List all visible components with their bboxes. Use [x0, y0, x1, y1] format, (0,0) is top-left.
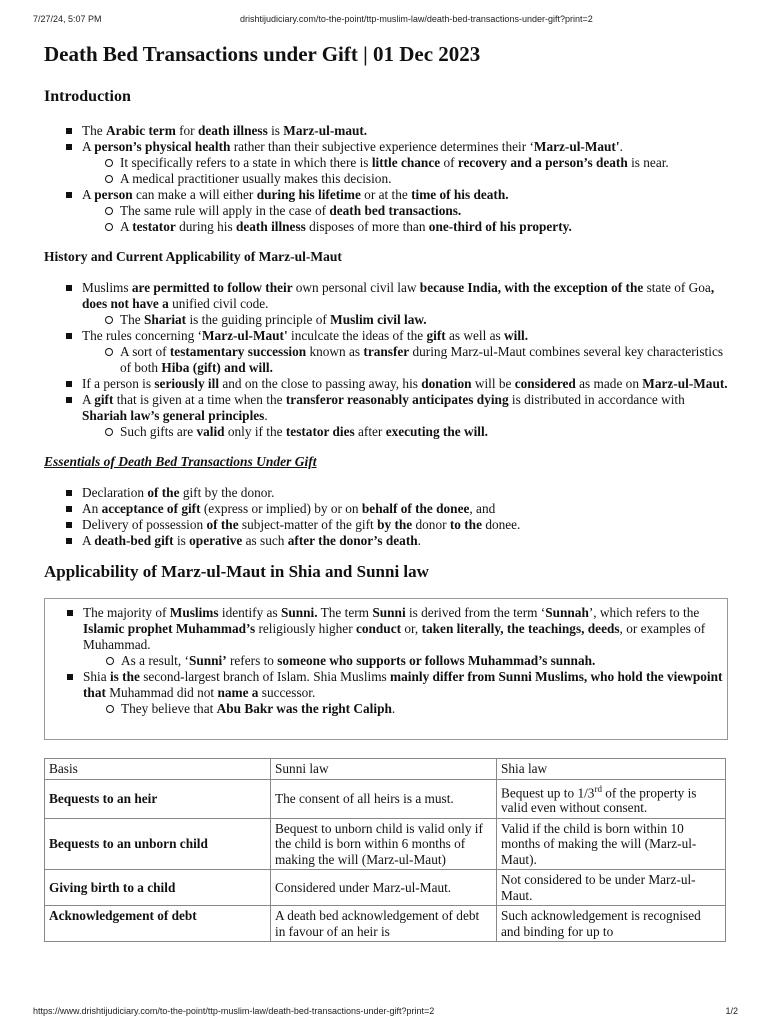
sub-list	[82, 344, 728, 376]
table-cell-basis: Giving birth to a child	[45, 870, 271, 906]
emphasis-text: will.	[504, 328, 529, 343]
emphasis-text: Marz-ul-Maut.	[642, 376, 728, 391]
emphasis-text: operative	[189, 533, 243, 548]
emphasis-text: after the donor’s death	[287, 533, 418, 548]
emphasis-text: Sunni	[372, 605, 406, 620]
emphasis-text: Sunnah	[545, 605, 589, 620]
table-cell-basis: Acknowledgement of debt	[45, 906, 271, 942]
sub-list	[83, 701, 727, 717]
emphasis-text: valid	[196, 424, 225, 439]
emphasis-text: of the	[144, 485, 183, 500]
sub-list	[82, 155, 728, 187]
section-heading-applicability: Applicability of Marz-ul-Maut in Shia and Sunni law	[44, 562, 429, 581]
sub-list	[82, 424, 728, 440]
sub-list-item: Such gifts are valid only if the testator dies after executing the will.	[120, 424, 728, 440]
table-cell-shia: Bequest up to 1/3rd of the property is valid even without consent.	[497, 779, 726, 818]
sub-list-item: A sort of testamentary succession known as transfer during Marz-ul-Maut combines several key characteristics of both Hiba (gift) and will.	[120, 344, 728, 376]
emphasis-text: Shariah law’s general principles	[82, 408, 265, 423]
table-cell-sunni: The consent of all heirs is a must.	[271, 779, 497, 818]
print-footer-url: https://www.drishtijudiciary.com/to-the-point/ttp-muslim-law/death-bed-transactions-under-gift?print=2	[33, 1006, 435, 1016]
emphasis-text: Marz-ul-maut.	[283, 123, 368, 138]
list-item: Declaration of the gift by the donor.	[82, 485, 728, 501]
table-row	[45, 779, 726, 818]
list-item: If a person is seriously ill and on the close to passing away, his donation will be considered as made on Marz-ul-Maut.	[82, 376, 728, 391]
list-item	[82, 280, 728, 328]
emphasis-text: Marz-ul-Maut'	[533, 139, 620, 154]
emphasis-text	[310, 669, 313, 684]
emphasis-text: seriously ill	[154, 376, 220, 391]
emphasis-text: death-bed gift	[94, 533, 174, 548]
list-item	[82, 392, 728, 440]
emphasis-text: mainly differ from Sunni Muslims, who hold the viewpoint that	[83, 669, 723, 700]
emphasis-text: are permitted to follow their	[128, 280, 296, 295]
table-cell-sunni: Considered under Marz-ul-Maut.	[271, 870, 497, 906]
list-item-text: A person can make a will either during his lifetime or at the time of his death.	[82, 187, 509, 202]
list-item-text: Muslims are permitted to follow their own personal civil law because India, with the exception of the state of Goa, does not have a unified civil code.	[82, 280, 715, 311]
applicability-box	[44, 598, 728, 740]
emphasis-text: taken literally, the teachings, deeds	[421, 621, 620, 636]
emphasis-text: behalf of the donee	[361, 501, 470, 516]
emphasis-text: testamentary succession	[169, 344, 307, 359]
list-item: The Arabic term for death illness is Marz-ul-maut.	[82, 123, 728, 139]
emphasis-text: acceptance of gift	[101, 501, 201, 516]
table-row	[45, 870, 726, 906]
sub-list-item: They believe that Abu Bakr was the right Caliph.	[121, 701, 727, 717]
sub-list-item: As a result, ‘Sunni’ refers to someone who supports or follows Muhammad’s sunnah.	[121, 653, 727, 669]
emphasis-text: transferor reasonably anticipates dying	[285, 392, 509, 407]
article	[44, 40, 728, 942]
emphasis-text: little chance	[371, 155, 441, 170]
emphasis-text: Islamic prophet Muhammad’s	[83, 621, 256, 636]
sub-list-item: It specifically refers to a state in which there is little chance of recovery and a person’s death is near.	[120, 155, 728, 171]
emphasis-text: gift	[426, 328, 446, 343]
section-heading-introduction: Introduction	[44, 88, 131, 105]
emphasis-text: time of his death.	[411, 187, 509, 202]
list-item: Delivery of possession of the subject-matter of the gift by the donor to the donee.	[82, 517, 728, 533]
table-header-cell: Sunni law	[271, 759, 497, 780]
emphasis-text: Abu Bakr was the right Caliph	[216, 701, 392, 716]
emphasis-text: considered	[514, 376, 576, 391]
emphasis-text: Sunni.	[280, 605, 318, 620]
emphasis-text: transfer	[363, 344, 410, 359]
introduction-list	[44, 123, 728, 235]
emphasis-text: death illness	[197, 123, 268, 138]
list-item-text: A gift that is given at a time when the transferor reasonably anticipates dying is distributed in accordance with Shariah law’s general principles.	[82, 392, 685, 423]
emphasis-text: conduct	[355, 621, 402, 636]
list-item-text: The rules concerning ‘Marz-ul-Maut' inculcate the ideas of the gift as well as will.	[82, 328, 529, 343]
emphasis-text: donation	[421, 376, 472, 391]
emphasis-text: Muslim civil law.	[330, 312, 427, 327]
sub-list	[82, 203, 728, 235]
emphasis-text: someone who supports or follows Muhammad’s sunnah.	[277, 653, 596, 668]
list-item-text: Shia is the second-largest branch of Islam. Shia Muslims mainly differ from Sunni Muslims, who hold the viewpoint that Muhammad did not name a successor.	[83, 669, 723, 700]
table-cell-shia: Not considered to be under Marz-ul-Maut.	[497, 870, 726, 906]
essentials-list	[44, 485, 728, 549]
emphasis-text: Muslims	[169, 605, 219, 620]
sub-list-item: The same rule will apply in the case of death bed transactions.	[120, 203, 728, 219]
emphasis-text: is the	[106, 669, 144, 684]
page-title: Death Bed Transactions under Gift | 01 Dec 2023	[44, 42, 481, 66]
emphasis-text: because India, with the exception of the	[416, 280, 647, 295]
emphasis-text: Marz-ul-Maut'	[202, 328, 288, 343]
list-item: A death-bed gift is operative as such after the donor’s death.	[82, 533, 728, 549]
list-item-text: A person’s physical health rather than their subjective experience determines their ‘Marz-ul-Maut'.	[82, 139, 623, 154]
page-number: 1/2	[725, 1006, 738, 1016]
list-item	[82, 139, 728, 187]
emphasis-text: to the	[446, 517, 486, 532]
emphasis-text: Hiba (gift) and will.	[161, 360, 273, 375]
table-row	[45, 818, 726, 870]
emphasis-text: person’s physical health	[94, 139, 231, 154]
emphasis-text: person	[94, 187, 133, 202]
list-item	[82, 328, 728, 376]
emphasis-text: name a	[214, 685, 262, 700]
sub-list-item: The Shariat is the guiding principle of Muslim civil law.	[120, 312, 728, 328]
table-cell-sunni: Bequest to unborn child is valid only if the child is born within 6 months of making the will (Marz-ul-Maut)	[271, 818, 497, 870]
list-item	[83, 605, 727, 669]
emphasis-text: one-third of his property.	[428, 219, 572, 234]
print-datetime: 7/27/24, 5:07 PM	[33, 14, 102, 24]
history-list	[44, 280, 728, 440]
list-item-text: The majority of Muslims identify as Sunni. The term Sunni is derived from the term ‘Sunnah’, which refers to the Islamic prophet Muhammad’s religiously higher conduct or, taken literally, the teachings, deeds, or examples of Muhammad.	[83, 605, 706, 652]
emphasis-text: by the	[373, 517, 416, 532]
sub-list	[83, 653, 727, 669]
sub-list	[82, 312, 728, 328]
section-heading-essentials: Essentials of Death Bed Transactions Under Gift	[44, 454, 317, 469]
list-item	[82, 187, 728, 235]
emphasis-text: Arabic term	[106, 123, 176, 138]
sub-list-item: A medical practitioner usually makes this decision.	[120, 171, 728, 187]
emphasis-text: Sunni’	[188, 653, 227, 668]
table-header-cell: Basis	[45, 759, 271, 780]
table-cell-shia: Valid if the child is born within 10 months of making the will (Marz-ul-Maut).	[497, 818, 726, 870]
emphasis-text: testator	[132, 219, 176, 234]
comparison-table	[44, 758, 726, 942]
table-cell-basis: Bequests to an heir	[45, 779, 271, 818]
emphasis-text: death illness	[235, 219, 306, 234]
emphasis-text: Shariat	[144, 312, 187, 327]
section-heading-history: History and Current Applicability of Marz-ul-Maut	[44, 249, 342, 264]
emphasis-text: gift	[94, 392, 114, 407]
table-header-row	[45, 759, 726, 780]
table-row	[45, 906, 726, 942]
applicability-list	[45, 605, 727, 717]
table-cell-sunni: A death bed acknowledgement of debt in favour of an heir is	[271, 906, 497, 942]
print-url: drishtijudiciary.com/to-the-point/ttp-muslim-law/death-bed-transactions-under-gift?print=2	[240, 14, 593, 24]
emphasis-text: executing the will.	[385, 424, 488, 439]
emphasis-text: , does not have a	[82, 280, 715, 311]
emphasis-text: of the	[203, 517, 242, 532]
emphasis-text: testator dies	[285, 424, 355, 439]
table-cell-basis: Bequests to an unborn child	[45, 818, 271, 870]
list-item: An acceptance of gift (express or implied) by or on behalf of the donee, and	[82, 501, 728, 517]
sub-list-item: A testator during his death illness disposes of more than one-third of his property.	[120, 219, 728, 235]
emphasis-text: death bed transactions.	[329, 203, 462, 218]
table-header-cell: Shia law	[497, 759, 726, 780]
emphasis-text: during his lifetime	[256, 187, 361, 202]
emphasis-text: recovery and a person’s death	[457, 155, 628, 170]
list-item	[83, 669, 727, 717]
table-cell-shia: Such acknowledgement is recognised and binding for up to	[497, 906, 726, 942]
